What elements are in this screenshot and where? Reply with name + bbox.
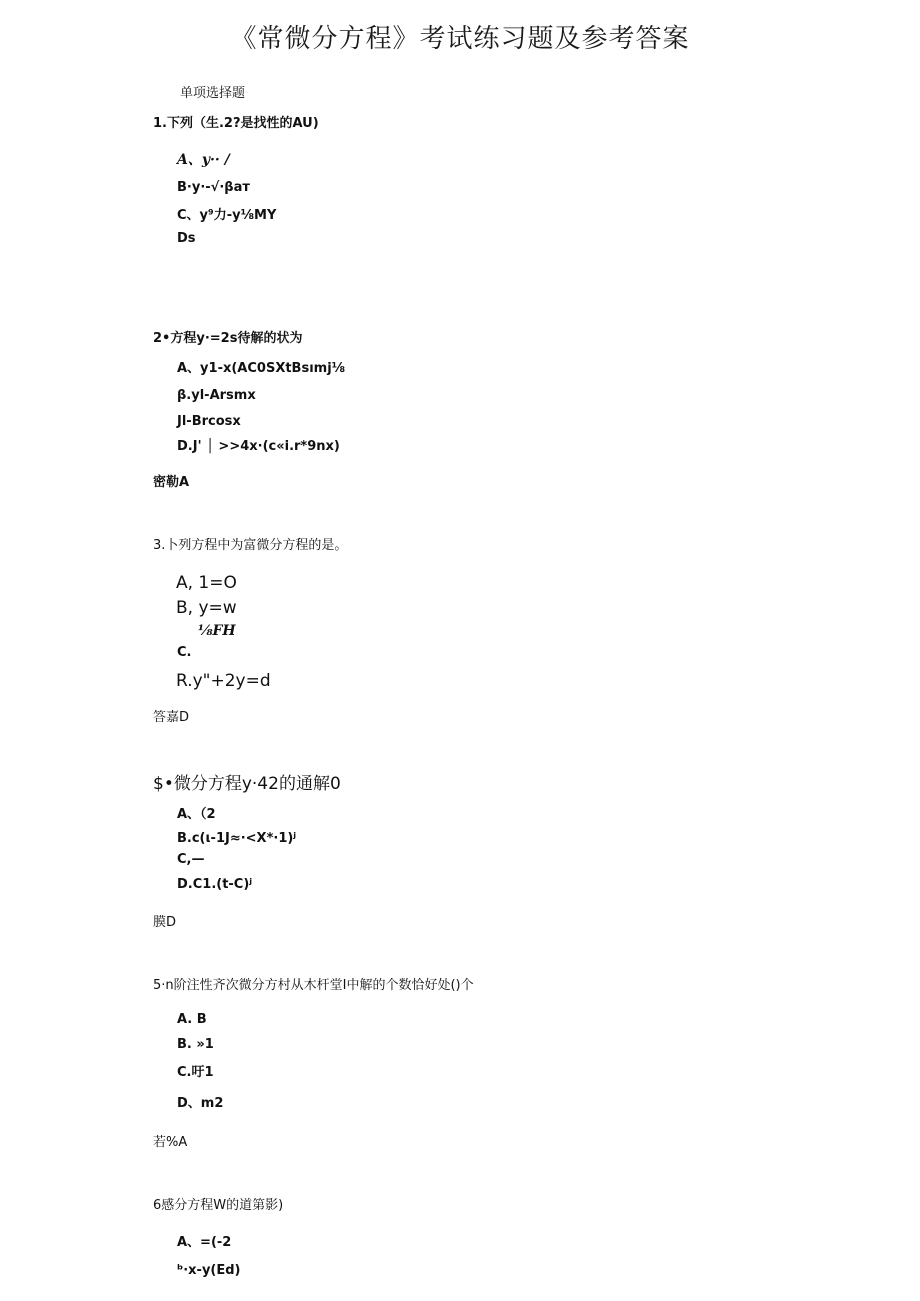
question-6-stem: 6感分方程W的道第影)	[153, 1198, 284, 1213]
question-5-stem: 5·n阶注性齐次微分方村从木杆堂I中解的个数恰好处()个	[153, 978, 474, 993]
page-title: 《常微分方程》考试练习题及参考答案	[230, 24, 690, 54]
question-3-option-b: B, y=w	[176, 598, 237, 618]
question-3-option-a: A, 1=O	[176, 573, 237, 593]
question-4-answer: 膜D	[153, 915, 177, 930]
question-3-option-c: C.	[177, 645, 192, 660]
question-4-option-b: B.c(ι-1J≈·<X*·1)ʲ	[177, 831, 297, 846]
question-3-answer: 答嘉D	[153, 710, 190, 725]
question-5-option-d: D、m2	[177, 1096, 224, 1111]
question-5-option-c: C.吁1	[177, 1065, 214, 1080]
question-2-option-a: A、y1-x(AC0SXtBsımj⅛	[177, 361, 346, 376]
question-1-option-b: B·y·-√·βaт	[177, 180, 250, 195]
question-4-option-a: A、（2	[177, 807, 216, 822]
question-2-option-b: β.yl-Arsmx	[177, 388, 256, 403]
section-heading: 单项选择题	[180, 86, 246, 101]
question-4-option-c: C,—	[177, 852, 205, 867]
question-3-stem: 3.卜列方程中为富微分方程的是。	[153, 538, 348, 553]
question-5-option-a: A. B	[177, 1012, 207, 1027]
question-6-option-b: ᵇ·x-y(Ed)	[177, 1263, 241, 1278]
question-3-option-d: R.y"+2y=d	[176, 671, 271, 691]
question-1-option-d: Ds	[177, 231, 196, 246]
question-4-option-d: D.C1.(t-C)ʲ	[177, 877, 253, 892]
question-1-stem: 1.下列（生.2?是找性的AU)	[153, 116, 319, 131]
question-2-stem: 2•方程y·=2s待解的状为	[153, 331, 303, 346]
question-2-option-c: Jl-Brcosx	[177, 414, 241, 429]
question-2-option-d: D.J' │ >>4x·(c«i.r*9nx)	[177, 439, 340, 454]
question-2-answer: 密勒A	[153, 475, 190, 490]
question-5-option-b: B. »1	[177, 1037, 214, 1052]
question-6-option-a: A、=(-2	[177, 1235, 232, 1250]
question-4-stem: $•微分方程y·42的通解0	[153, 774, 341, 794]
question-5-answer: 若%A	[153, 1135, 188, 1150]
question-1-option-a: A、y·· /	[177, 152, 230, 168]
question-3-formula-fragment: ⅛FH	[198, 623, 236, 639]
question-1-option-c: C、y⁹力-y⅛MY	[177, 208, 277, 223]
